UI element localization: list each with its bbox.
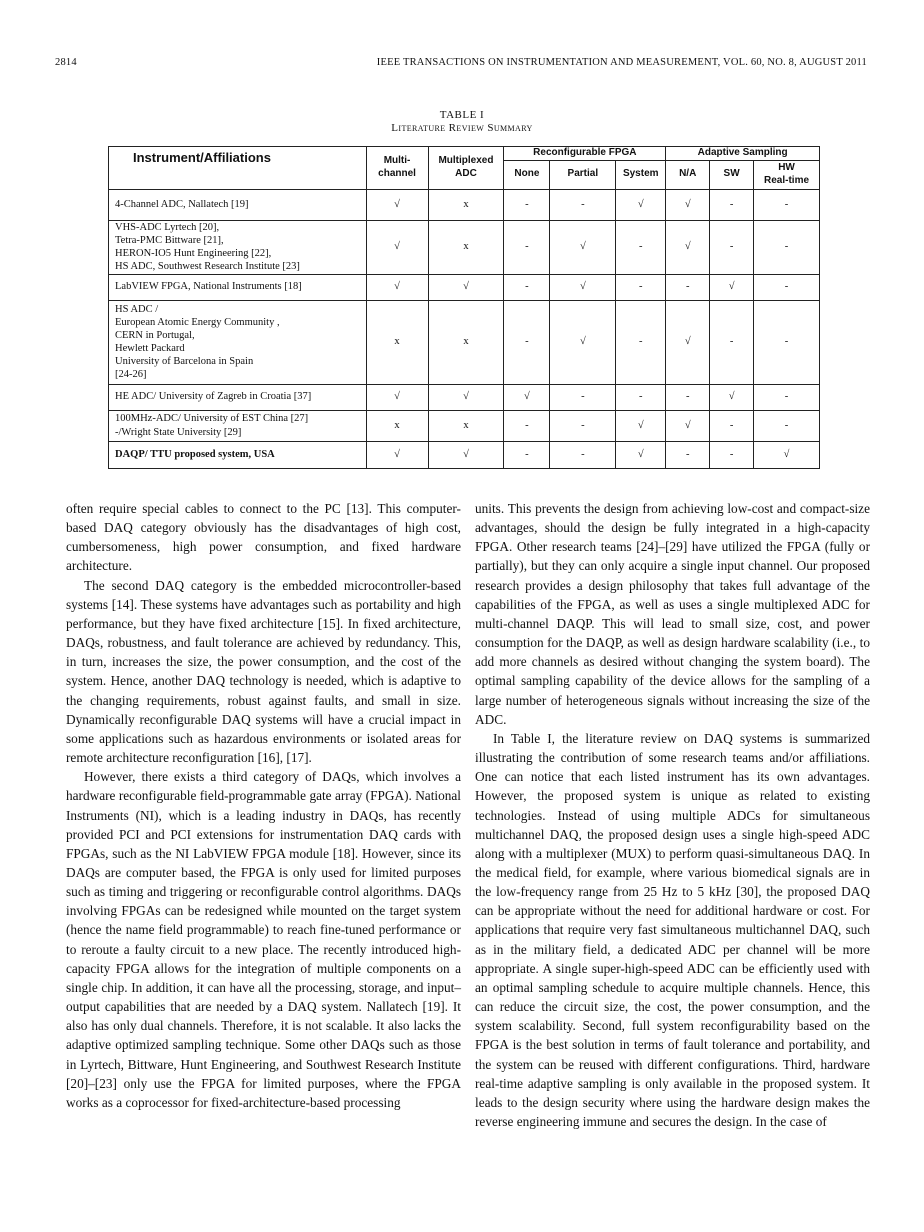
value-cell: - bbox=[550, 189, 616, 220]
value-cell: - bbox=[754, 410, 820, 441]
value-cell: - bbox=[616, 300, 666, 384]
value-cell: √ bbox=[366, 220, 428, 274]
value-cell: √ bbox=[616, 410, 666, 441]
value-cell: - bbox=[504, 410, 550, 441]
subheader-partial: Partial bbox=[550, 160, 616, 189]
value-cell: √ bbox=[366, 441, 428, 468]
value-cell: - bbox=[616, 384, 666, 410]
table-row bbox=[109, 274, 820, 300]
value-cell: √ bbox=[666, 300, 710, 384]
right-column bbox=[475, 499, 870, 1131]
value-cell: √ bbox=[754, 441, 820, 468]
value-cell: √ bbox=[550, 300, 616, 384]
value-cell: √ bbox=[366, 189, 428, 220]
instrument-cell: LabVIEW FPGA, National Instruments [18] bbox=[109, 274, 367, 300]
value-cell: √ bbox=[710, 384, 754, 410]
value-cell: √ bbox=[710, 274, 754, 300]
value-cell: x bbox=[428, 220, 504, 274]
value-cell: x bbox=[428, 410, 504, 441]
instrument-cell: 100MHz-ADC/ University of EST China [27] -/Wright State University [29] bbox=[109, 410, 367, 441]
value-cell: √ bbox=[666, 410, 710, 441]
instrument-cell: HS ADC / European Atomic Energy Community , CERN in Portugal, Hewlett Packard University of Barcelona in Spain [24-26] bbox=[109, 300, 367, 384]
value-cell: - bbox=[666, 441, 710, 468]
instrument-cell: HE ADC/ University of Zagreb in Croatia [37] bbox=[109, 384, 367, 410]
subheader-none: None bbox=[504, 160, 550, 189]
subheader-na: N/A bbox=[666, 160, 710, 189]
value-cell: - bbox=[754, 189, 820, 220]
body-paragraph: The second DAQ category is the embedded microcontroller-based systems [14]. These systems have advantages such as portability and high performance, but they have fixed architecture [15]. In fixed architecture, DAQs, robustness, and fault tolerance are achieved by redundancy. This, in turn, increases the size, the power consumption, and the cost of the system. Hence, another DAQ technology is needed, which is adaptive to the changing requirements, robust against faults, and small in size. Dynamically reconfigurable DAQ systems will have a crucial impact in some applications such as hazardous environments or isolated areas for remote architecture reconfiguration [16], [17]. bbox=[66, 577, 461, 766]
value-cell: - bbox=[666, 274, 710, 300]
value-cell: √ bbox=[504, 384, 550, 410]
body-paragraph: In Table I, the literature review on DAQ systems is summarized illustrating the contribution of some research teams and/or affiliations. One can notice that each listed instrument has its own advantages. However, the proposed system is unique as related to existing technologies. Instead of using multiple ADCs for simultaneous multichannel DAQ, the proposed design uses a single high-speed ADC along with a multiplexer (MUX) to perform quasi-simultaneous DAQ. In the medical field, for example, where various biomedical signals are in the low-frequency range from 25 Hz to 5 kHz [30], the proposed DAQ can be appropriate without the need for additional hardware or cost. For applications that require very fast simultaneous multichannel DAQ, such as in the military field, a dedicated ADC per channel will be more appropriate. A single super-high-speed ADC can be efficiently used with an optimal sampling schedule to acquire multiple channels. Hence, this can reduce the circuit size, the cost, the power consumption, and the system scalability. Second, full system reconfigurability based on the FPGA is the best solution in terms of fault tolerance and portability, and the system can be reused with different configurations. Third, hardware real-time adaptive sampling is only available in the proposed system. It leads to the design security where using the hardware design makes the reverse engineering immune and secures the design. In the case of bbox=[475, 730, 870, 1129]
subheader-sw: SW bbox=[710, 160, 754, 189]
table-row bbox=[109, 300, 820, 384]
value-cell: - bbox=[710, 189, 754, 220]
value-cell: √ bbox=[550, 274, 616, 300]
value-cell: √ bbox=[428, 441, 504, 468]
value-cell: x bbox=[366, 410, 428, 441]
value-cell: - bbox=[504, 441, 550, 468]
instrument-cell: VHS-ADC Lyrtech [20], Tetra-PMC Bittware [21], HERON-IO5 Hunt Engineering [22], HS ADC, Southwest Research Institute [23] bbox=[109, 220, 367, 274]
value-cell: √ bbox=[366, 274, 428, 300]
body-paragraph: units. This prevents the design from achieving low-cost and compact-size advantages, should the design be fully integrated in a high-capacity FPGA. Other research teams [24]–[29] have utilized the FPGA (fully or partially), but they can only acquire a single input channel. Our proposed research provides a design philosophy that takes full advantage of the capabilities of the FPGA, as well as uses a single multiplexed ADC for multi-channel DAQP. This will lead to small size, cost, and power consumption for the DAQP, as well as design hardware scalability (i.e., to add more channels as desired without changing the system board). The optimal sampling capability of the device allows for the sampling of a large number of heterogeneous signals without increasing the size of the ADC. bbox=[475, 501, 870, 727]
value-cell: x bbox=[366, 300, 428, 384]
value-cell: - bbox=[710, 441, 754, 468]
value-cell: - bbox=[754, 220, 820, 274]
instrument-cell: DAQP/ TTU proposed system, USA bbox=[109, 441, 367, 468]
value-cell: - bbox=[504, 274, 550, 300]
header-multiplexed-adc: Multiplexed ADC bbox=[428, 147, 504, 190]
value-cell: - bbox=[666, 384, 710, 410]
value-cell: - bbox=[754, 384, 820, 410]
value-cell: - bbox=[616, 274, 666, 300]
value-cell: - bbox=[550, 441, 616, 468]
table-row bbox=[109, 441, 820, 468]
left-column bbox=[66, 499, 461, 1112]
value-cell: √ bbox=[428, 274, 504, 300]
body-paragraph: often require special cables to connect to the PC [13]. This computer-based DAQ category obviously has the disadvantages of high cost, cumbersomeness, high power consumption, and fixed hardware architecture. bbox=[66, 501, 461, 574]
table-row bbox=[109, 220, 820, 274]
value-cell: √ bbox=[666, 220, 710, 274]
value-cell: - bbox=[504, 189, 550, 220]
journal-title: IEEE TRANSACTIONS ON INSTRUMENTATION AND MEASUREMENT, VOL. 60, NO. 8, AUGUST 2011 bbox=[376, 57, 867, 68]
value-cell: - bbox=[504, 300, 550, 384]
value-cell: - bbox=[710, 410, 754, 441]
value-cell: - bbox=[754, 274, 820, 300]
header-reconfigurable-fpga: Reconfigurable FPGA bbox=[504, 147, 666, 161]
table-row bbox=[109, 189, 820, 220]
value-cell: √ bbox=[616, 189, 666, 220]
table-caption: Literature Review Summary bbox=[391, 122, 533, 134]
subheader-hw-realtime: HW Real-time bbox=[754, 160, 820, 189]
body-paragraph: However, there exists a third category of DAQs, which involves a hardware reconfigurable field-programmable gate array (FPGA). National Instruments (NI), which is a leading industry in DAQs, has recently provided PCI and PCI extensions for instrumentation DAQ cards with FPGAs, such as the NI LabVIEW FPGA module [18]. However, since its DAQs are computer based, the FPGA is only used for limited purposes such as timing and triggering or reconfigurable control algorithms. DAQs involving FPGAs can be redesigned while mounted on the target system (hence the name field programmable) to reach fine-tuned performance or to reroute a faulty circuit to a new place. The recently introduced high-capacity FPGA allows for the integration of multiple components on a single chip. In addition, it can have all the processing, storage, and input–output capabilities that are needed by a DAQ system. Nallatech [19]. It also has only dual channels. Therefore, it is not scalable. It also lacks the adaptive optimized sampling technique. Some other DAQs such as those in Lyrtech, Bittware, Hunt Engineering, and Southwest Research Institute [20]–[23] only use the FPGA for limited purposes, where the FPGA works as a coprocessor for fixed-architecture-based processing bbox=[66, 769, 461, 1110]
value-cell: x bbox=[428, 189, 504, 220]
value-cell: - bbox=[550, 384, 616, 410]
value-cell: - bbox=[504, 220, 550, 274]
value-cell: x bbox=[428, 300, 504, 384]
value-cell: √ bbox=[666, 189, 710, 220]
header-instrument: Instrument/Affiliations bbox=[109, 147, 367, 190]
table-label: TABLE I bbox=[439, 109, 485, 121]
value-cell: √ bbox=[616, 441, 666, 468]
value-cell: √ bbox=[366, 384, 428, 410]
value-cell: - bbox=[710, 220, 754, 274]
page-number: 2814 bbox=[55, 57, 77, 68]
value-cell: - bbox=[754, 300, 820, 384]
value-cell: - bbox=[616, 220, 666, 274]
instrument-cell: 4-Channel ADC, Nallatech [19] bbox=[109, 189, 367, 220]
header-multichannel: Multi- channel bbox=[366, 147, 428, 190]
value-cell: - bbox=[710, 300, 754, 384]
value-cell: - bbox=[550, 410, 616, 441]
header-adaptive-sampling: Adaptive Sampling bbox=[666, 147, 820, 161]
table-row bbox=[109, 384, 820, 410]
value-cell: √ bbox=[550, 220, 616, 274]
table-row bbox=[109, 410, 820, 441]
literature-review-table bbox=[108, 146, 820, 468]
subheader-system: System bbox=[616, 160, 666, 189]
value-cell: √ bbox=[428, 384, 504, 410]
